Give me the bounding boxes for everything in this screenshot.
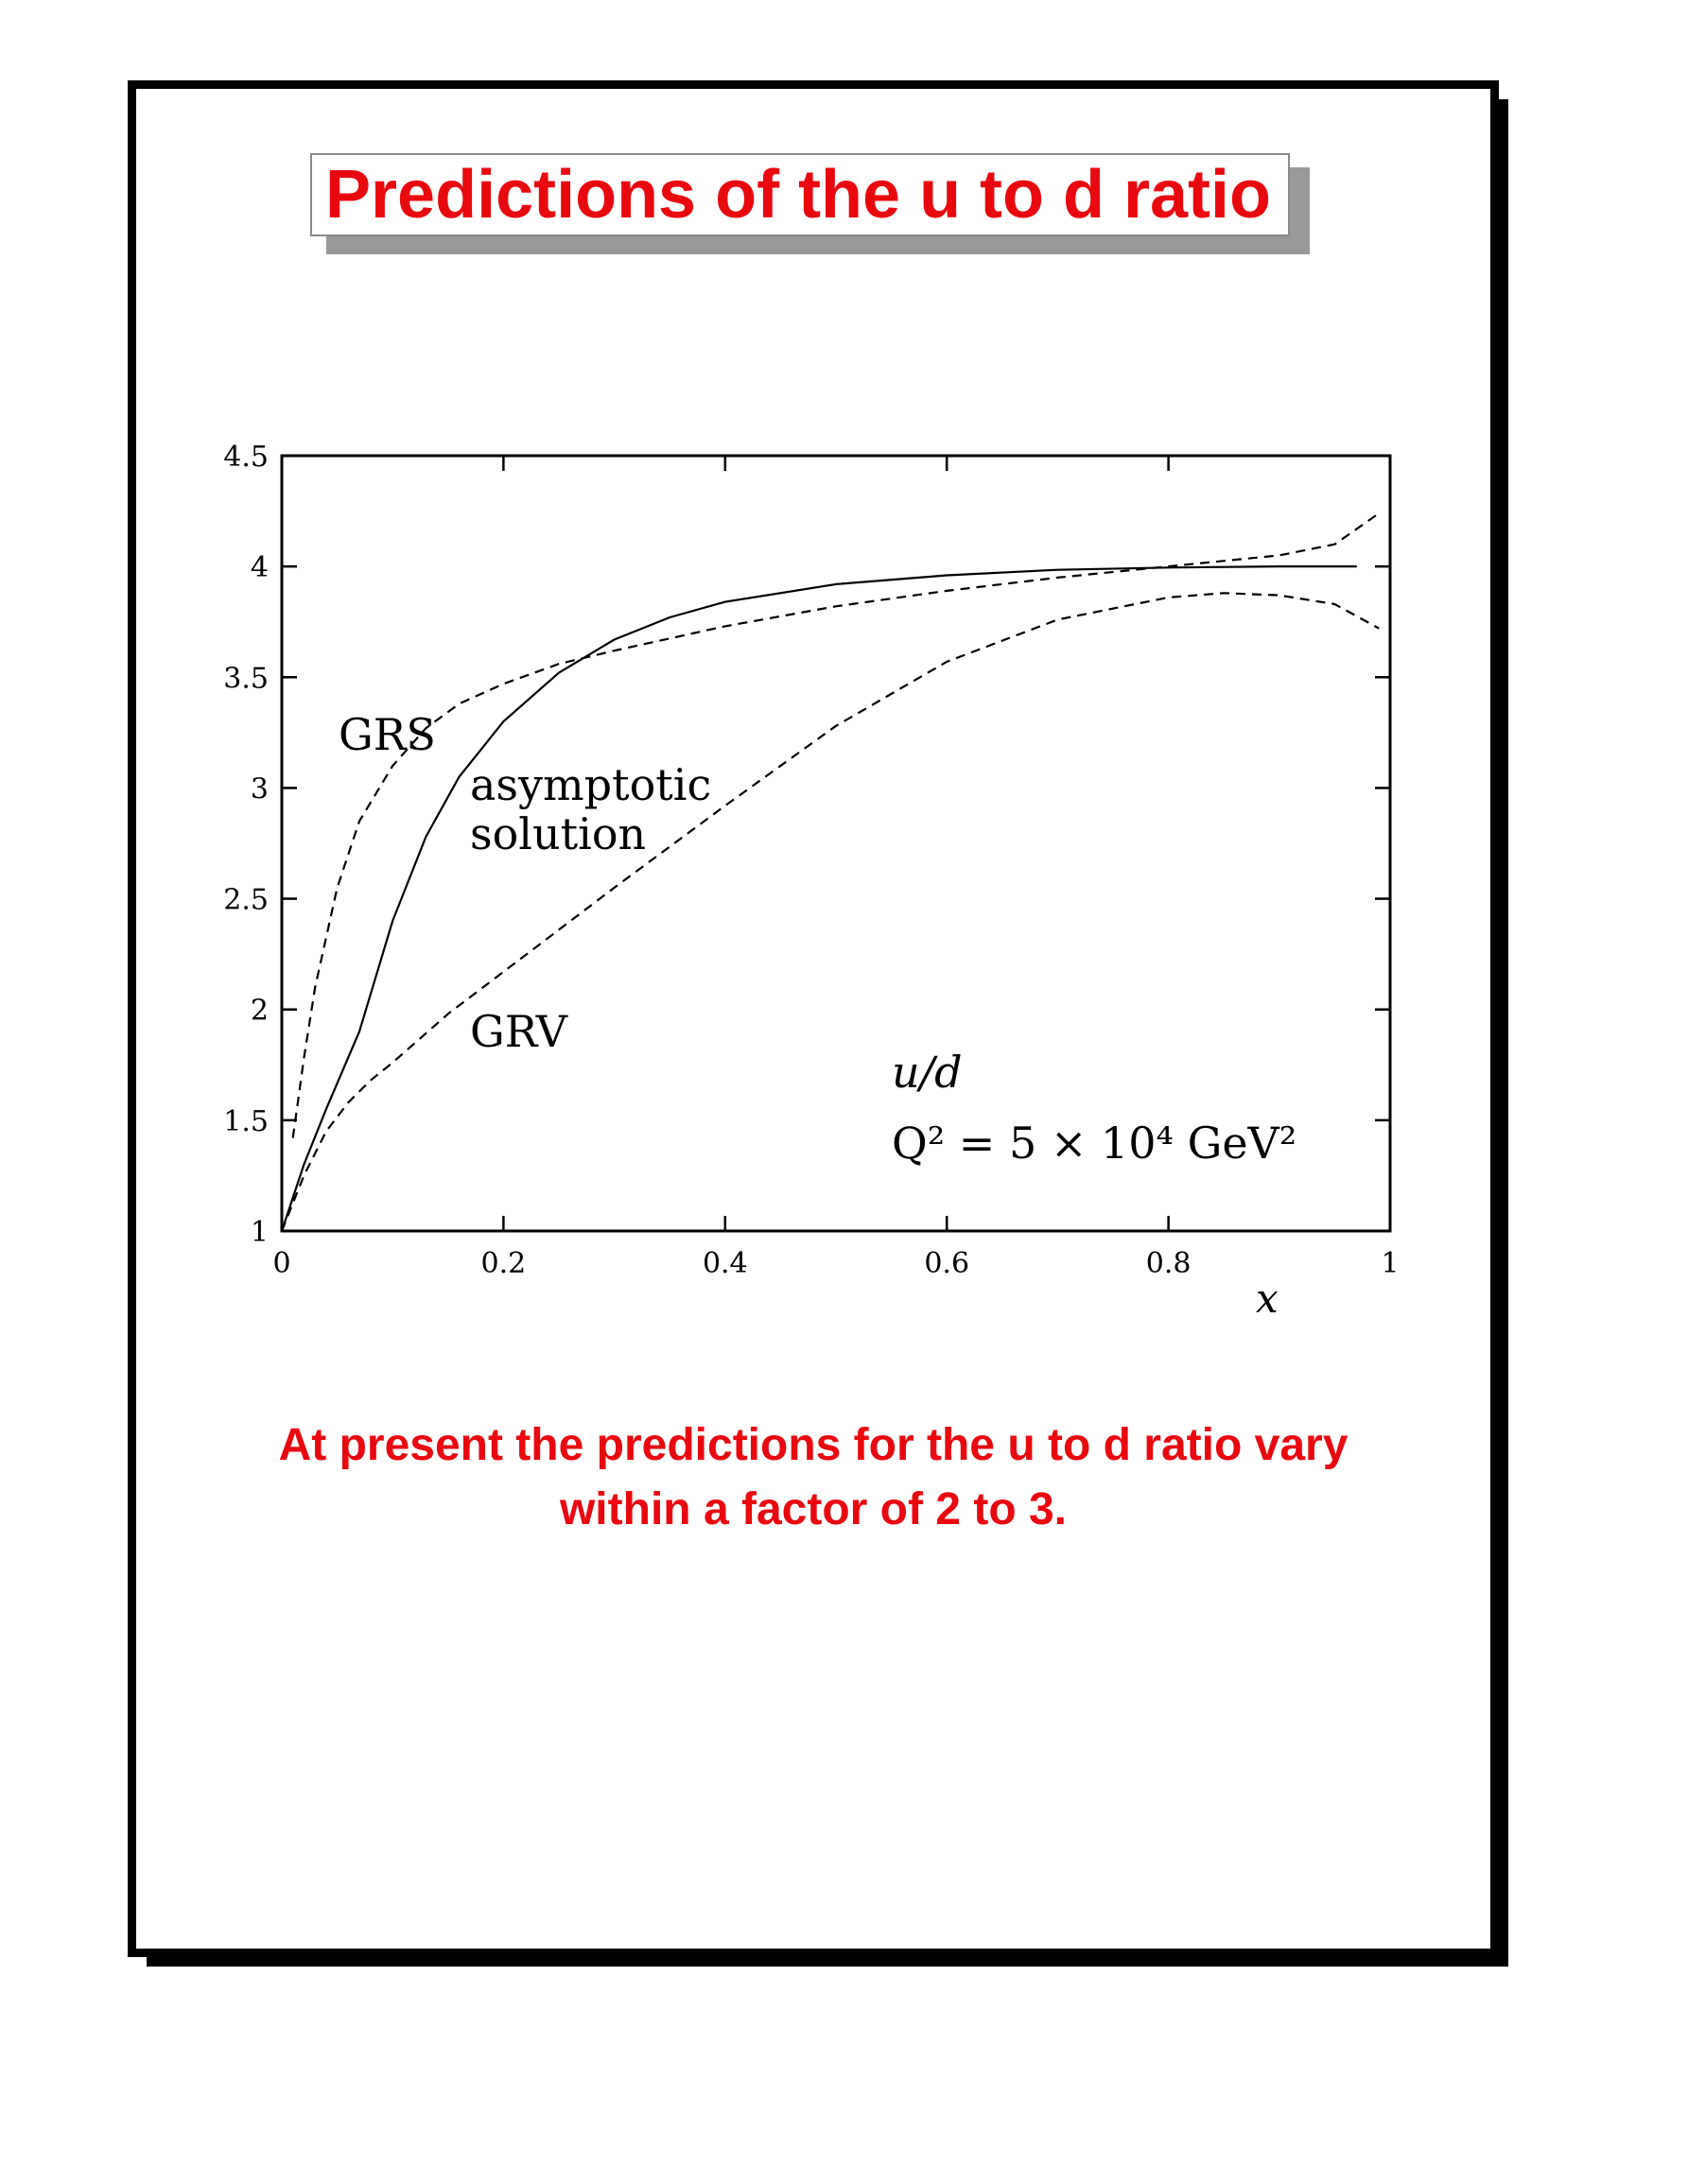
y-tick-label: 2 (250, 994, 269, 1028)
series-label-grv: GRV (470, 1006, 567, 1057)
slide-title: Predictions of the u to d ratio (325, 157, 1272, 233)
x-tick-label: 0.8 (1145, 1247, 1192, 1280)
y-tick-label: 3 (250, 772, 269, 806)
series-label-grs: GRS (339, 709, 436, 760)
x-tick-label: 0.2 (480, 1247, 527, 1280)
caption-line-1: At present the predictions for the u to d ratio vary (278, 1420, 1349, 1470)
plot-border (282, 456, 1390, 1231)
y-tick-label: 1.5 (223, 1104, 269, 1138)
x-tick-label: 0.4 (702, 1247, 748, 1280)
x-tick-label: 0 (272, 1247, 291, 1280)
caption-line-2: within a factor of 2 to 3. (559, 1484, 1068, 1534)
y-tick-label: 3.5 (223, 662, 269, 696)
series-line-grs (293, 513, 1380, 1138)
x-tick-label: 1 (1381, 1247, 1400, 1280)
series-label-asymptotic-line2: solution (470, 808, 647, 859)
y-tick-label: 4.5 (223, 441, 269, 474)
axes (282, 456, 1390, 1231)
y-tick-label: 4 (250, 551, 269, 585)
annotation-scale: Q² = 5 × 10⁴ GeV² (892, 1118, 1297, 1169)
annotation-ratio: u/d (892, 1047, 963, 1098)
x-tick-label: 0.6 (924, 1247, 970, 1280)
y-tick-label: 1 (250, 1216, 269, 1249)
y-tick-label: 2.5 (223, 883, 269, 917)
x-axis-label: x (1256, 1275, 1279, 1322)
series-label-asymptotic-line1: asymptotic (470, 759, 712, 810)
caption (128, 1413, 1499, 1542)
